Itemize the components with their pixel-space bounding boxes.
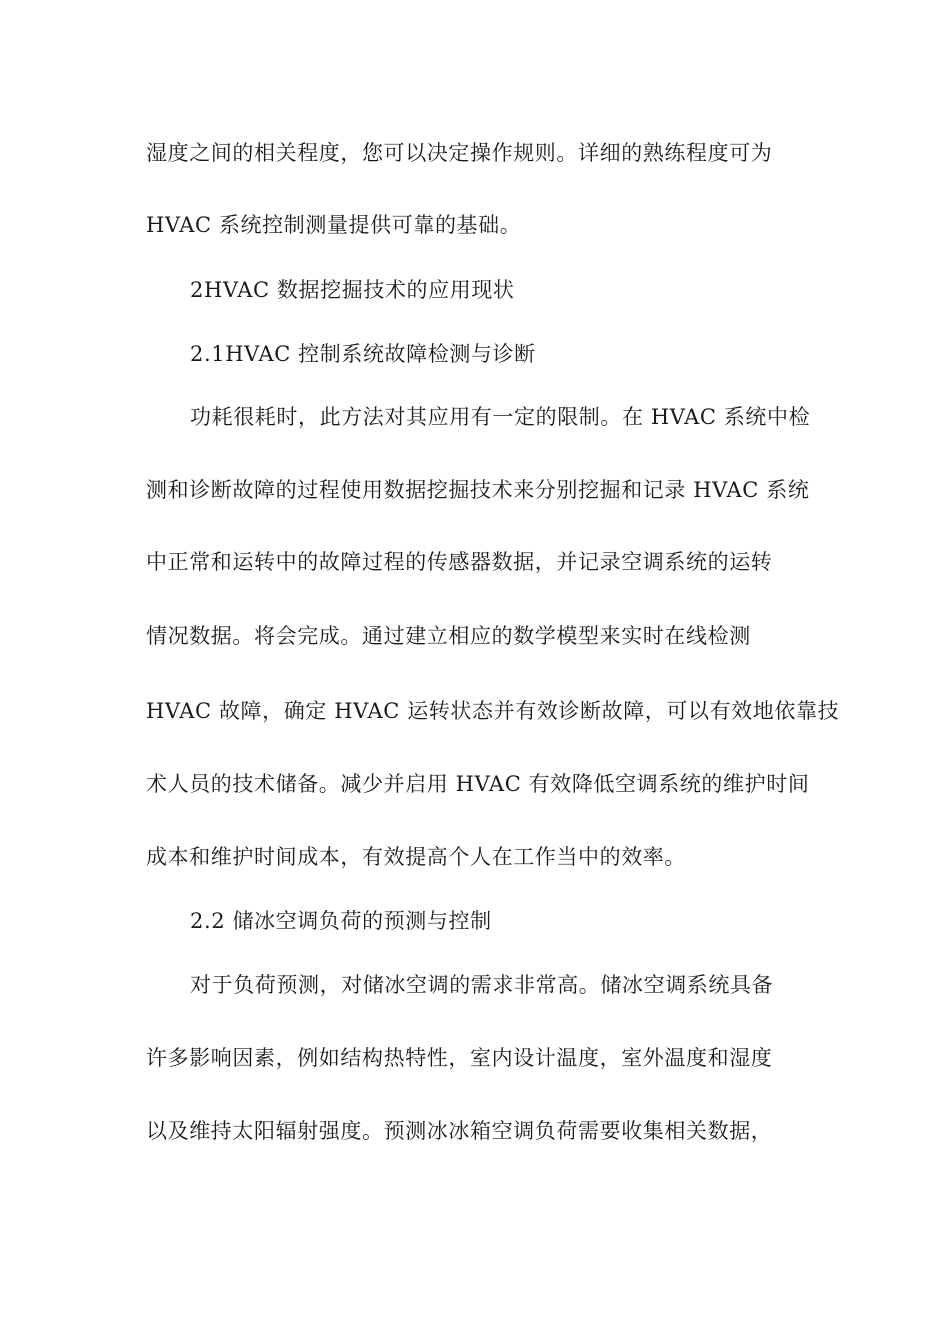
subsection-heading: 2.2 储冰空调负荷的预测与控制 <box>190 909 492 933</box>
body-text-line: HVAC 故障，确定 HVAC 运转状态并有效诊断故障，可以有效地依靠技 <box>146 699 840 723</box>
section-heading: 2HVAC 数据挖掘技术的应用现状 <box>190 278 515 302</box>
body-text-line: 以及维持太阳辐射强度。预测冰冰箱空调负荷需要收集相关数据， <box>146 1119 773 1143</box>
body-text-line: 许多影响因素，例如结构热特性，室内设计温度，室外温度和湿度 <box>146 1046 773 1070</box>
body-text-line: 情况数据。将会完成。通过建立相应的数学模型来实时在线检测 <box>146 624 751 648</box>
subsection-heading: 2.1HVAC 控制系统故障检测与诊断 <box>190 342 536 366</box>
body-text-line: 湿度之间的相关程度，您可以决定操作规则。详细的熟练程度可为 <box>146 141 773 165</box>
body-text-line: 测和诊断故障的过程使用数据挖掘技术来分别挖掘和记录 HVAC 系统 <box>146 478 810 502</box>
body-text-line: 对于负荷预测，对储冰空调的需求非常高。储冰空调系统具备 <box>190 973 774 997</box>
body-text-line: 中正常和运转中的故障过程的传感器数据，并记录空调系统的运转 <box>146 550 773 574</box>
body-text-line: 术人员的技术储备。减少并启用 HVAC 有效降低空调系统的维护时间 <box>146 772 810 796</box>
body-text-line: HVAC 系统控制测量提供可靠的基础。 <box>146 213 522 237</box>
body-text-line: 成本和维护时间成本，有效提高个人在工作当中的效率。 <box>146 845 686 869</box>
body-text-line: 功耗很耗时，此方法对其应用有一定的限制。在 HVAC 系统中检 <box>190 405 811 429</box>
